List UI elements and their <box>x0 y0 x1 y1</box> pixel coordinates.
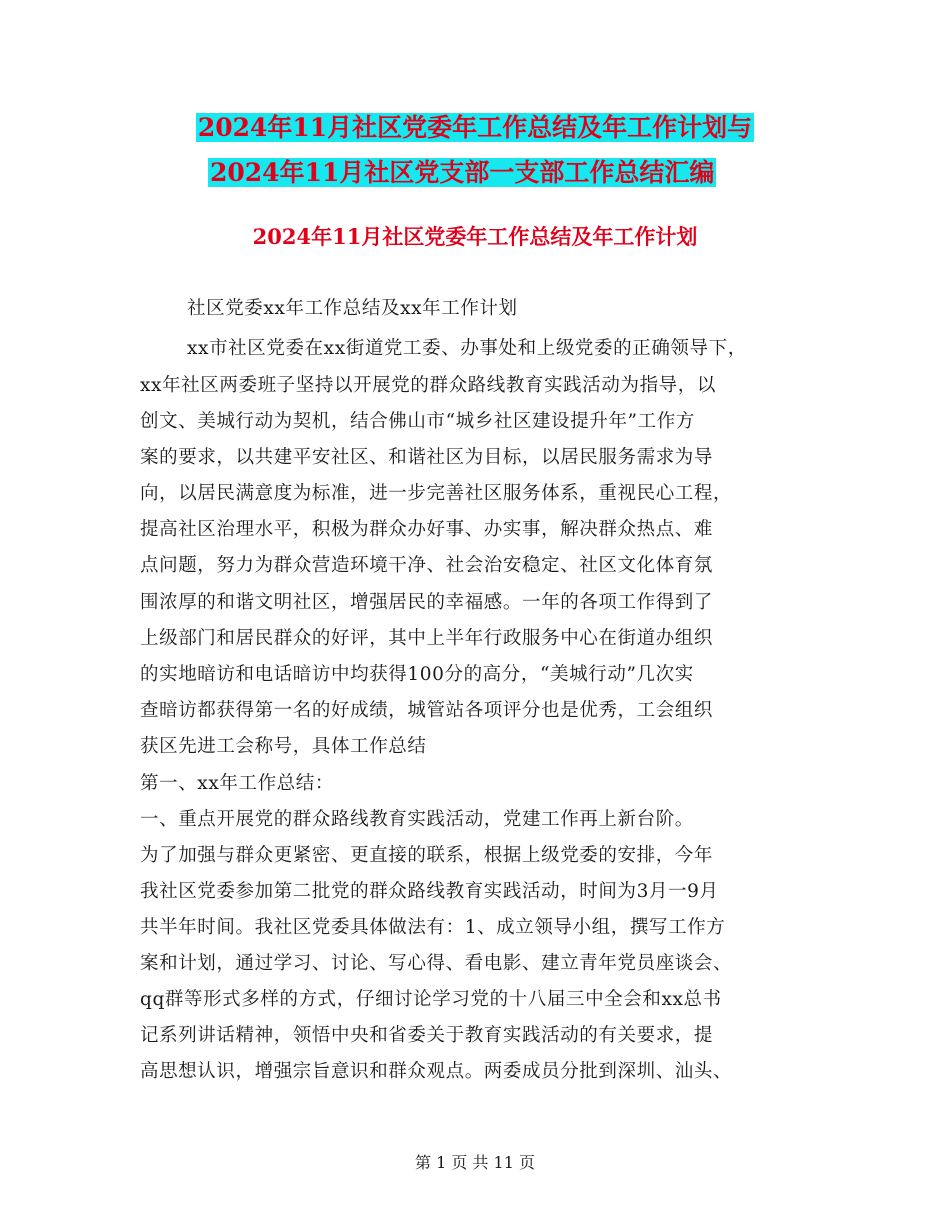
body-line: xx市社区党委在xx街道党工委、办事处和上级党委的正确领导下， <box>187 338 747 359</box>
body-line: 高思想认识，增强宗旨意识和群众观点。两委成员分批到深圳、汕头、 <box>140 1061 733 1082</box>
body-line: 共半年时间。我社区党委具体做法有：1、成立领导小组，撰写工作方 <box>140 917 726 938</box>
main-title-line-1 <box>0 112 950 144</box>
body-line: 创文、美城行动为契机，结合佛山市“城乡社区建设提升年”工作方 <box>140 411 695 432</box>
highlighted-title-text-2: 2024年11月社区党支部一支部工作总结汇编 <box>210 158 715 187</box>
body-line: 案和计划，通过学习、讨论、写心得、看电影、建立青年党员座谈会、 <box>140 953 733 974</box>
body-line: 我社区党委参加第二批党的群众路线教育实践活动，时间为3月一9月 <box>140 881 719 902</box>
main-title-line-2 <box>208 157 716 189</box>
body-line: 为了加强与群众更紧密、更直接的联系，根据上级党委的安排，今年 <box>140 845 714 866</box>
body-line: 查暗访都获得第一名的好成绩，城管站各项评分也是优秀，工会组织 <box>140 700 714 721</box>
page-footer: 第 1 页 共 11 页 <box>415 1153 535 1172</box>
body-line: 的实地暗访和电话暗访中均获得100分的高分，“美城行动”几次实 <box>140 664 694 685</box>
body-line: 向，以居民满意度为标准，进一步完善社区服务体系，重视民心工程， <box>140 483 733 504</box>
body-line: 上级部门和居民群众的好评，其中上半年行政服务中心在街道办组织 <box>140 628 714 649</box>
body-line: 点问题，努力为群众营造环境干净、社会治安稳定、社区文化体育氛 <box>140 555 714 576</box>
body-line: 社区党委xx年工作总结及xx年工作计划 <box>187 298 518 319</box>
body-line: 获区先进工会称号，具体工作总结 <box>140 736 427 757</box>
body-line: qq群等形式多样的方式，仔细讨论学习党的十八届三中全会和xx总书 <box>140 989 722 1010</box>
body-line: 第一、xx年工作总结： <box>140 773 334 794</box>
body-line: xx年社区两委班子坚持以开展党的群众路线教育实践活动为指导，以 <box>140 375 716 396</box>
body-line: 记系列讲话精神，领悟中央和省委关于教育实践活动的有关要求，提 <box>140 1025 714 1046</box>
section-title: 2024年11月社区党委年工作总结及年工作计划 <box>252 224 698 249</box>
body-line: 一、重点开展党的群众路线教育实践活动，党建工作再上新台阶。 <box>140 809 694 830</box>
body-line: 案的要求，以共建平安社区、和谐社区为目标，以居民服务需求为导 <box>140 447 714 468</box>
body-line: 提高社区治理水平，积极为群众办好事、办实事，解决群众热点、难 <box>140 519 714 540</box>
highlighted-title-text-1: 2024年11月社区党委年工作总结及年工作计划与 <box>197 113 753 142</box>
body-line: 围浓厚的和谐文明社区，增强居民的幸福感。一年的各项工作得到了 <box>140 592 714 613</box>
